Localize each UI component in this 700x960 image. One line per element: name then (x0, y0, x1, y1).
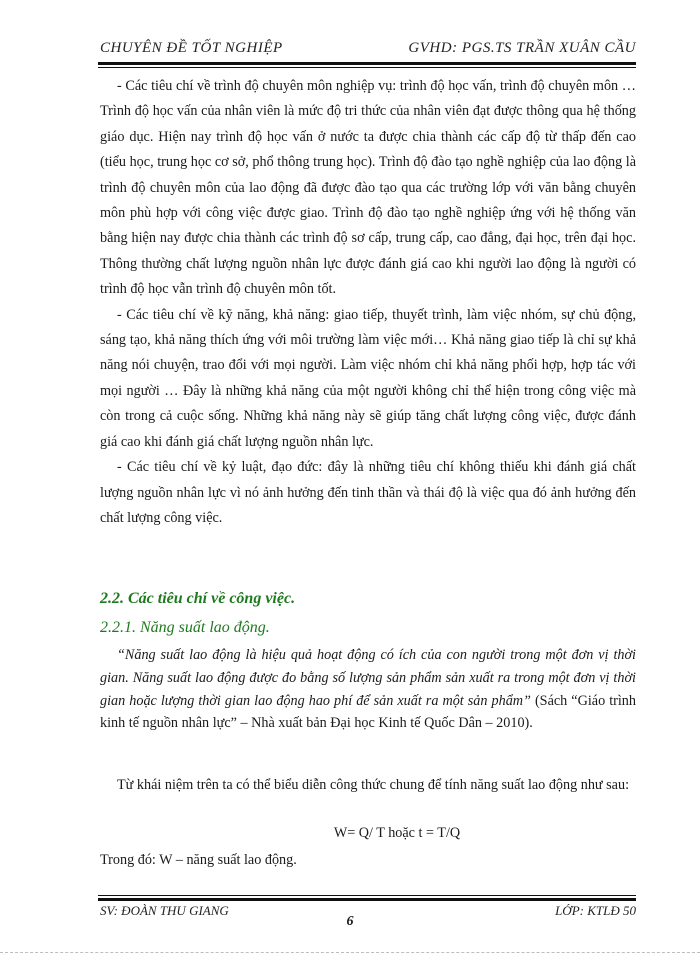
page-number: 6 (346, 914, 354, 929)
quote-citation: (Sách “Giáo trình kinh tế nguồn nhân lực” – Nhà xuất bản Đại học Kinh tế Quốc Dân – 2010). (100, 692, 636, 732)
quote-text: “Năng suất lao động là hiệu quả hoạt động có ích của con người trong một đơn vị thời gian. Năng suất lao động được đo bằng số lượng sản phẩm sản xuất ra trong một đơn vị thời gian hoặc lượng thời gian lao động hao phí để sản xuất ra một sản phẩm” (100, 647, 636, 709)
body-text (100, 74, 636, 531)
formula-legend: Trong đó: W – năng suất lao động. (100, 852, 297, 868)
footer-student: SV: ĐOÀN THU GIANG (100, 903, 229, 918)
footer-class: LỚP: KTLĐ 50 (555, 903, 636, 918)
definition-quote (100, 644, 636, 735)
paragraph-discipline: - Các tiêu chí về kỷ luật, đạo đức: đây là những tiêu chí không thiếu khi đánh giá chất lượng nguồn nhân lực vì nó ảnh hưởng đến tinh thần và thái độ là việc qua đó ảnh hưởng đến chất lượng công việc. (100, 459, 636, 526)
productivity-formula: W= Q/ T hoặc t = T/Q (333, 825, 461, 841)
page-break-line (0, 952, 700, 953)
section-heading-2-2-1: 2.2.1. Năng suất lao động. (100, 619, 270, 636)
footer-rule (98, 895, 636, 901)
paragraph-skills: - Các tiêu chí về kỹ năng, khả năng: giao tiếp, thuyết trình, làm việc nhóm, sự chủ động, sáng tạo, khả năng thích ứng với môi trường làm việc mới… Khả năng giao tiếp là chỉ sự khả năng nói chuyện, trao đổi với mọi người. Làm việc nhóm chỉ khả năng phối hợp, hợp tác với mọi người … Đây là những khả năng của một người không chỉ thể hiện trong công việc mà còn trong cả cuộc sống. Những khả năng này sẽ giúp tăng chất lượng công việc, được đánh giá cao khi đánh giá chất lượng nguồn nhân lực. (100, 306, 636, 450)
paragraph-qualification: - Các tiêu chí về trình độ chuyên môn nghiệp vụ: trình độ học vấn, trình độ chuyên môn … Trình độ học vấn của nhân viên là mức độ tri thức của nhân viên đạt được thông qua hệ thống giáo dục. Hiện nay trình độ học vấn ở nước ta được chia thành các cấp độ từ thấp đến cao (tiểu học, trung học cơ sở, phổ thông trung học). Trình độ đào tạo nghề nghiệp của lao động là trình độ chuyên môn của lao động đã được đào tạo qua các trường lớp với văn bằng chuyên môn phù hợp với công việc được giao. Trình độ đào tạo nghề nghiệp ứng với hệ thống văn bằng hiện nay được chia thành các trình độ sơ cấp, trung cấp, cao đẳng, đại học, trên đại học. Thông thường chất lượng nguồn nhân lực được đánh giá cao khi người lao động là người có trình độ học vẫn trình độ chuyên môn tốt. (100, 78, 636, 298)
page-header (100, 40, 636, 62)
formula-intro-text: Từ khái niệm trên ta có thể biểu diễn công thức chung để tính năng suất lao động như sau: (117, 777, 630, 793)
header-right-supervisor: GVHD: PGS.TS TRẦN XUÂN CẦU (408, 40, 636, 56)
header-left-title: CHUYÊN ĐỀ TỐT NGHIỆP (100, 40, 283, 56)
header-rule (98, 62, 636, 68)
section-heading-2-2: 2.2. Các tiêu chí về công việc. (100, 590, 296, 607)
formula-intro (100, 773, 636, 798)
